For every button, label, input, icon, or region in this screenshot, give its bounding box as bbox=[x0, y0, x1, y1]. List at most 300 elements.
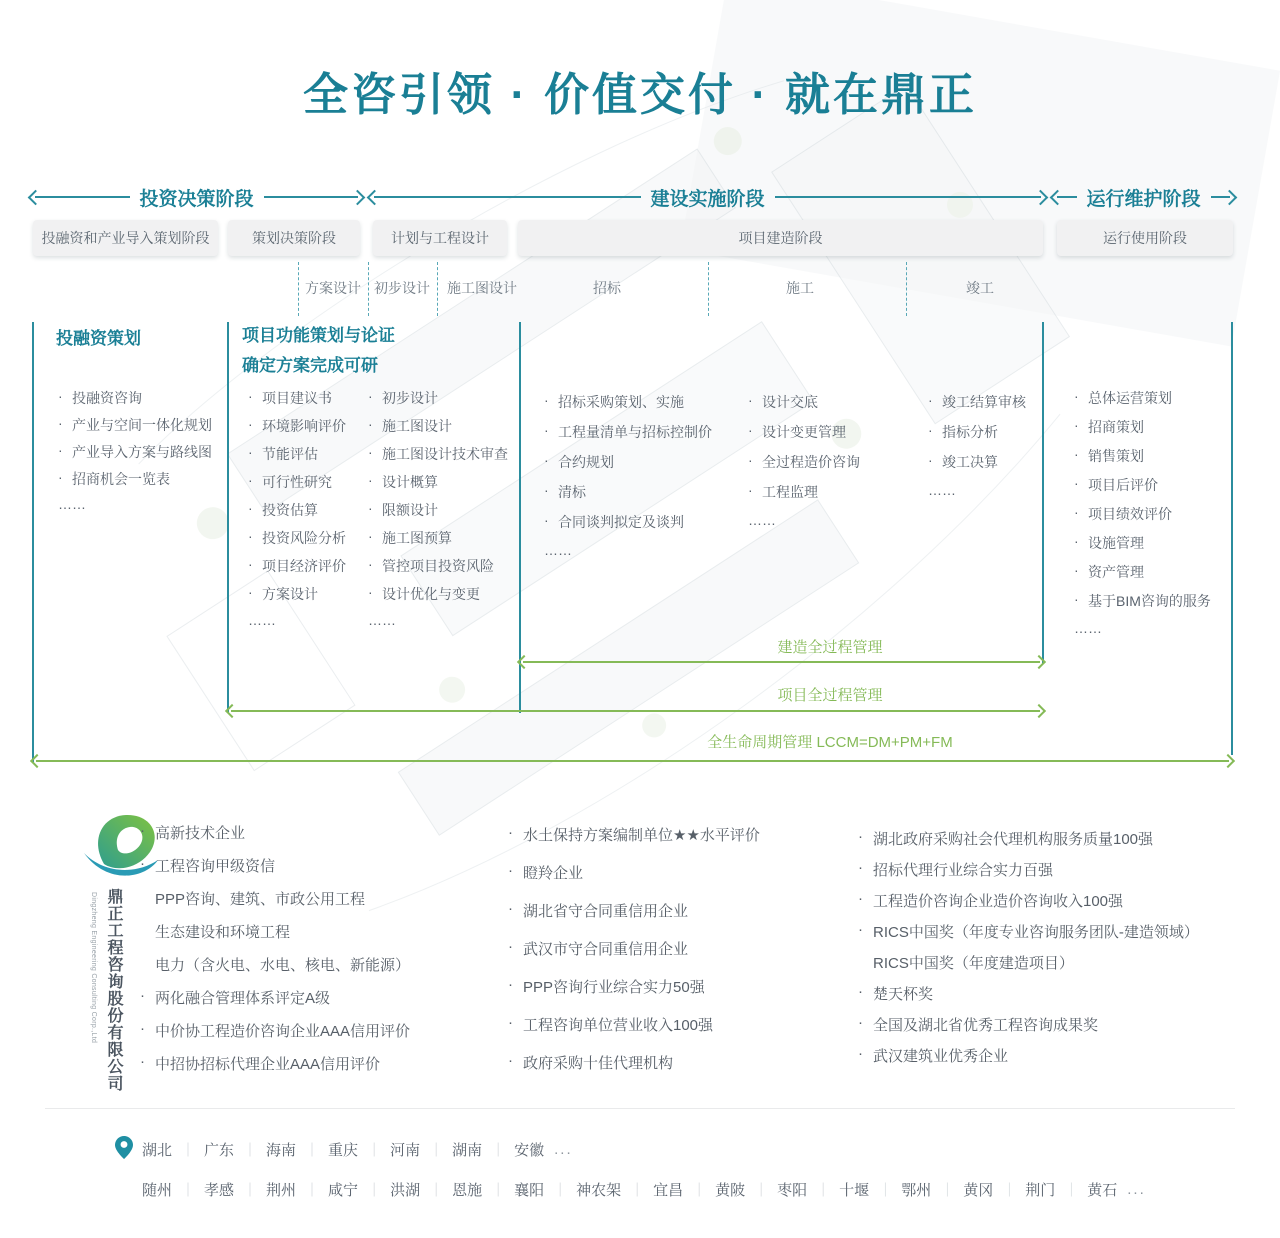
list-item bbox=[544, 422, 712, 452]
service-list-financing bbox=[58, 388, 212, 523]
arrow-left-icon bbox=[367, 189, 383, 205]
list-item-text: 全国及湖北省优秀工程咨询成果奖 bbox=[873, 1017, 1099, 1034]
stage-box: 项目建造阶段 bbox=[518, 220, 1043, 256]
dashed-separator bbox=[906, 262, 907, 316]
list-item bbox=[858, 983, 1199, 1014]
bullet-icon: · bbox=[368, 472, 373, 488]
list-item bbox=[248, 556, 346, 584]
ellipsis: ... bbox=[1127, 1181, 1146, 1198]
separator: ｜ bbox=[243, 1141, 258, 1158]
separator: ｜ bbox=[367, 1141, 382, 1158]
list-item-text: 环境影响评价 bbox=[262, 418, 346, 434]
bullet-icon: · bbox=[544, 482, 549, 498]
bullet-icon: · bbox=[248, 472, 253, 488]
arrow-right-icon bbox=[1222, 189, 1238, 205]
bullet-icon: · bbox=[58, 388, 63, 404]
sub-stage-label: 方案设计 bbox=[305, 280, 361, 296]
column-header bbox=[242, 321, 395, 381]
bullet-icon: · bbox=[748, 392, 753, 408]
bullet-icon: · bbox=[1074, 417, 1079, 433]
separator: ｜ bbox=[692, 1181, 707, 1198]
list-item-text: 政府采购十佳代理机构 bbox=[523, 1055, 674, 1072]
bullet-icon: · bbox=[248, 444, 253, 460]
list-item bbox=[928, 392, 1026, 422]
bullet-icon: · bbox=[140, 855, 145, 872]
list-item bbox=[858, 921, 1199, 952]
list-item-text: 产业与空间一体化规划 bbox=[72, 417, 212, 433]
list-item bbox=[368, 584, 508, 612]
list-item-text: 瞪羚企业 bbox=[523, 865, 584, 882]
bullet-icon: · bbox=[1074, 533, 1079, 549]
separator: ｜ bbox=[305, 1141, 320, 1158]
list-item bbox=[140, 855, 410, 888]
list-item bbox=[748, 512, 860, 542]
list-item bbox=[928, 452, 1026, 482]
sub-stage-label: 施工图设计 bbox=[447, 280, 517, 296]
list-item-text: 招标代理行业综合实力百强 bbox=[873, 862, 1054, 879]
location-name: 随州 bbox=[142, 1182, 173, 1199]
list-item bbox=[508, 976, 760, 1014]
list-item bbox=[928, 482, 1026, 512]
list-item-text: 设计概算 bbox=[382, 474, 438, 490]
bullet-icon: · bbox=[368, 528, 373, 544]
stage-box: 投融资和产业导入策划阶段 bbox=[33, 220, 218, 256]
list-item bbox=[368, 444, 508, 472]
list-item bbox=[1074, 446, 1211, 475]
bullet-icon: · bbox=[858, 859, 863, 876]
list-item-text: 基于BIM咨询的服务 bbox=[1088, 593, 1211, 609]
location-name: 湖南 bbox=[452, 1142, 483, 1159]
bullet-icon: · bbox=[1074, 562, 1079, 578]
service-list-planning-2 bbox=[368, 388, 508, 640]
list-item-text: 工程量清单与招标控制价 bbox=[558, 424, 712, 440]
bullet-icon: · bbox=[858, 983, 863, 1000]
column-divider-line bbox=[32, 322, 34, 762]
bullet-icon: · bbox=[140, 987, 145, 1004]
location-name: 海南 bbox=[266, 1142, 297, 1159]
location-name: 重庆 bbox=[328, 1142, 359, 1159]
list-item-text: 项目经济评价 bbox=[262, 558, 346, 574]
list-item-text: 设计优化与变更 bbox=[382, 586, 480, 602]
location-name: 宜昌 bbox=[653, 1182, 684, 1199]
location-name: 枣阳 bbox=[777, 1182, 808, 1199]
list-item bbox=[140, 1053, 410, 1086]
list-item bbox=[140, 954, 410, 987]
list-item-text: 武汉市守合同重信用企业 bbox=[523, 941, 689, 958]
bullet-icon: · bbox=[140, 1053, 145, 1070]
list-item-text: 可行性研究 bbox=[262, 474, 332, 490]
list-item-text: 两化融合管理体系评定A级 bbox=[155, 990, 331, 1007]
credentials-list-1 bbox=[140, 822, 410, 1086]
bullet-icon: · bbox=[858, 890, 863, 907]
separator: ｜ bbox=[429, 1141, 444, 1158]
list-item bbox=[1074, 562, 1211, 591]
location-name: 咸宁 bbox=[328, 1182, 359, 1199]
arrow-left-icon bbox=[1050, 189, 1066, 205]
bullet-icon: · bbox=[1074, 475, 1079, 491]
bullet-icon: · bbox=[1074, 388, 1079, 404]
location-name: 湖北 bbox=[142, 1142, 173, 1159]
list-item bbox=[858, 1045, 1199, 1076]
list-item bbox=[368, 528, 508, 556]
separator: ｜ bbox=[491, 1181, 506, 1198]
list-item bbox=[858, 859, 1199, 890]
arrow-left-icon bbox=[225, 704, 239, 718]
list-item-text: 设计交底 bbox=[762, 394, 818, 410]
list-item-text: 武汉建筑业优秀企业 bbox=[873, 1048, 1009, 1065]
bullet-icon: · bbox=[928, 452, 933, 468]
list-item bbox=[858, 828, 1199, 859]
ellipsis: ... bbox=[554, 1141, 573, 1158]
list-item-text: 竣工决算 bbox=[942, 454, 998, 470]
stage-box: 计划与工程设计 bbox=[373, 220, 507, 256]
list-item-text: 招标采购策划、实施 bbox=[558, 394, 684, 410]
list-item bbox=[1074, 417, 1211, 446]
list-item bbox=[140, 1020, 410, 1053]
bullet-icon: · bbox=[368, 500, 373, 516]
list-item bbox=[248, 416, 346, 444]
list-item bbox=[58, 442, 212, 469]
stage-box: 策划决策阶段 bbox=[228, 220, 360, 256]
location-name: 荆州 bbox=[266, 1182, 297, 1199]
column-header-line1: 项目功能策划与论证 bbox=[242, 326, 395, 345]
list-item bbox=[508, 824, 760, 862]
bullet-icon: · bbox=[1074, 446, 1079, 462]
list-item-text: 工程造价咨询企业造价咨询收入100强 bbox=[873, 893, 1124, 910]
phase-label: 建设实施阶段 bbox=[650, 188, 765, 210]
list-item-text: 投融资咨询 bbox=[72, 390, 142, 406]
bullet-icon: · bbox=[858, 1014, 863, 1031]
location-name: 安徽 bbox=[514, 1142, 545, 1159]
bullet-icon: · bbox=[248, 500, 253, 516]
separator: ｜ bbox=[754, 1181, 769, 1198]
service-list-bidding bbox=[544, 392, 712, 572]
separator: ｜ bbox=[940, 1181, 955, 1198]
list-item-text: 招商策划 bbox=[1088, 419, 1144, 435]
location-name: 襄阳 bbox=[514, 1182, 545, 1199]
arrow-left-icon bbox=[28, 189, 44, 205]
list-item-text: 工程咨询单位营业收入100强 bbox=[523, 1017, 714, 1034]
sub-stage-label: 招标 bbox=[593, 280, 621, 296]
bullet-icon: · bbox=[58, 469, 63, 485]
column-header: 投融资策划 bbox=[56, 329, 141, 348]
sub-stage-label: 竣工 bbox=[966, 280, 994, 296]
separator: ｜ bbox=[878, 1181, 893, 1198]
location-name: 黄冈 bbox=[963, 1182, 994, 1199]
list-item bbox=[368, 416, 508, 444]
column-header-line2: 确定方案完成可研 bbox=[242, 356, 378, 375]
bullet-icon: · bbox=[368, 388, 373, 404]
bullet-icon: · bbox=[368, 556, 373, 572]
list-item bbox=[1074, 591, 1211, 620]
list-item-text: 工程监理 bbox=[762, 484, 818, 500]
list-item bbox=[508, 938, 760, 976]
list-item bbox=[140, 987, 410, 1020]
list-item bbox=[544, 392, 712, 422]
list-item-text: PPP咨询行业综合实力50强 bbox=[523, 979, 705, 996]
list-item bbox=[544, 512, 712, 542]
list-item bbox=[58, 469, 212, 496]
phase-label: 投资决策阶段 bbox=[139, 188, 254, 210]
location-name: 孝感 bbox=[204, 1182, 235, 1199]
separator: ｜ bbox=[429, 1181, 444, 1198]
bullet-icon: · bbox=[1074, 504, 1079, 520]
credentials-list-3 bbox=[858, 828, 1199, 1076]
column-divider-line bbox=[519, 322, 521, 713]
column-divider-line bbox=[227, 322, 229, 713]
list-item bbox=[508, 1014, 760, 1052]
location-name: 河南 bbox=[390, 1142, 421, 1159]
list-item-text: 中价协工程造价咨询企业AAA信用评价 bbox=[155, 1023, 411, 1040]
list-item bbox=[368, 556, 508, 584]
separator: ｜ bbox=[305, 1181, 320, 1198]
list-item-text: 湖北政府采购社会代理机构服务质量100强 bbox=[873, 831, 1154, 848]
bullet-icon: · bbox=[508, 1052, 513, 1069]
list-item bbox=[748, 452, 860, 482]
list-item bbox=[928, 422, 1026, 452]
bullet-icon: · bbox=[748, 422, 753, 438]
list-item-text: 设计变更管理 bbox=[762, 424, 846, 440]
bullet-icon: · bbox=[368, 416, 373, 432]
list-item-text: 合同谈判拟定及谈判 bbox=[558, 514, 684, 530]
bullet-icon: · bbox=[1074, 591, 1079, 607]
company-name-cn: 鼎正工程咨询股份有限公司 bbox=[105, 888, 122, 1092]
separator: ｜ bbox=[816, 1181, 831, 1198]
service-list-planning-1 bbox=[248, 388, 346, 640]
list-item-text: 水土保持方案编制单位★★水平评价 bbox=[523, 827, 760, 844]
list-item-text: 限额设计 bbox=[382, 502, 438, 518]
list-item-text: 项目建议书 bbox=[262, 390, 332, 406]
location-name: 黄石 bbox=[1087, 1182, 1118, 1199]
list-item bbox=[248, 612, 346, 640]
phase-arrow-construction bbox=[369, 185, 1046, 209]
sub-stage-label: 施工 bbox=[786, 280, 814, 296]
stage-box: 运行使用阶段 bbox=[1057, 220, 1233, 256]
bullet-icon: · bbox=[508, 1014, 513, 1031]
city-list bbox=[142, 1179, 1146, 1200]
list-item bbox=[58, 388, 212, 415]
dashed-separator bbox=[708, 262, 709, 316]
bullet-icon: · bbox=[858, 1045, 863, 1062]
location-name: 黄陂 bbox=[715, 1182, 746, 1199]
list-item bbox=[858, 1014, 1199, 1045]
bullet-icon: · bbox=[748, 452, 753, 468]
separator: ｜ bbox=[367, 1181, 382, 1198]
list-item bbox=[368, 500, 508, 528]
separator: ｜ bbox=[491, 1141, 506, 1158]
bullet-icon: · bbox=[58, 442, 63, 458]
location-name: 荆门 bbox=[1025, 1182, 1056, 1199]
bullet-icon: · bbox=[544, 392, 549, 408]
list-item bbox=[140, 888, 410, 921]
location-name: 恩施 bbox=[452, 1182, 483, 1199]
list-item-text: 全过程造价咨询 bbox=[762, 454, 860, 470]
phase-arrow-operation bbox=[1052, 185, 1235, 209]
list-item-text: 初步设计 bbox=[382, 390, 438, 406]
list-item bbox=[508, 1052, 760, 1090]
bullet-icon: · bbox=[140, 822, 145, 839]
page-title: 全咨引领 · 价值交付 · 就在鼎正 bbox=[303, 69, 977, 120]
management-span-arrow bbox=[227, 705, 1044, 717]
bullet-icon: · bbox=[248, 528, 253, 544]
list-item-text: 竣工结算审核 bbox=[942, 394, 1026, 410]
list-item-text: 指标分析 bbox=[942, 424, 998, 440]
management-span-label: 建造全过程管理 bbox=[777, 639, 883, 656]
list-item bbox=[1074, 475, 1211, 504]
location-name: 洪湖 bbox=[390, 1182, 421, 1199]
arrow-right-icon bbox=[1221, 754, 1235, 768]
list-item-text: 投资估算 bbox=[262, 502, 318, 518]
service-list-operation bbox=[1074, 388, 1211, 649]
service-list-construction bbox=[748, 392, 860, 542]
list-item-text: RICS中国奖（年度建造项目） bbox=[873, 955, 1074, 972]
list-item-text: 高新技术企业 bbox=[155, 825, 246, 842]
list-item-text: 工程咨询甲级资信 bbox=[155, 858, 276, 875]
list-item bbox=[248, 500, 346, 528]
bullet-icon: · bbox=[544, 422, 549, 438]
list-item bbox=[544, 452, 712, 482]
list-item-text: …… bbox=[544, 542, 572, 558]
phase-arrow-investment bbox=[30, 185, 363, 209]
arrow-right-icon bbox=[1033, 189, 1049, 205]
list-item bbox=[748, 392, 860, 422]
list-item bbox=[140, 822, 410, 855]
list-item-text: 项目后评价 bbox=[1088, 477, 1158, 493]
bullet-icon: · bbox=[928, 392, 933, 408]
list-item bbox=[58, 496, 212, 523]
separator: ｜ bbox=[630, 1181, 645, 1198]
list-item bbox=[748, 422, 860, 452]
management-span-arrow bbox=[32, 755, 1233, 767]
list-item-text: …… bbox=[928, 482, 956, 498]
list-item bbox=[858, 890, 1199, 921]
location-name: 鄂州 bbox=[901, 1182, 932, 1199]
list-item-text: 产业导入方案与路线图 bbox=[72, 444, 212, 460]
list-item-text: 中招协招标代理企业AAA信用评价 bbox=[155, 1056, 381, 1073]
arrow-left-icon bbox=[517, 655, 531, 669]
bullet-icon: · bbox=[544, 452, 549, 468]
bullet-icon: · bbox=[508, 938, 513, 955]
list-item-text: 投资风险分析 bbox=[262, 530, 346, 546]
list-item bbox=[508, 862, 760, 900]
arrow-right-icon bbox=[1032, 655, 1046, 669]
list-item-text: 总体运营策划 bbox=[1088, 390, 1172, 406]
bullet-icon: · bbox=[368, 584, 373, 600]
bullet-icon: · bbox=[248, 584, 253, 600]
list-item bbox=[544, 542, 712, 572]
list-item bbox=[1074, 388, 1211, 417]
list-item-text: 节能评估 bbox=[262, 446, 318, 462]
arrow-right-icon bbox=[350, 189, 366, 205]
bullet-icon: · bbox=[508, 862, 513, 879]
list-item-text: 销售策划 bbox=[1088, 448, 1144, 464]
location-name: 广东 bbox=[204, 1142, 235, 1159]
arrow-left-icon bbox=[30, 754, 44, 768]
list-item-text: 湖北省守合同重信用企业 bbox=[523, 903, 689, 920]
list-item bbox=[1074, 533, 1211, 562]
bullet-icon: · bbox=[508, 900, 513, 917]
bullet-icon: · bbox=[544, 512, 549, 528]
list-item-text: 资产管理 bbox=[1088, 564, 1144, 580]
list-item-text: 合约规划 bbox=[558, 454, 614, 470]
list-item-text: RICS中国奖（年度专业咨询服务团队-建造领域） bbox=[873, 924, 1199, 941]
list-item-text: 项目绩效评价 bbox=[1088, 506, 1172, 522]
list-item-text: …… bbox=[1074, 620, 1102, 636]
list-item bbox=[748, 482, 860, 512]
list-item-text: …… bbox=[248, 612, 276, 628]
province-list bbox=[142, 1139, 573, 1160]
bullet-icon: · bbox=[58, 415, 63, 431]
list-item-text: 方案设计 bbox=[262, 586, 318, 602]
list-item-text: 清标 bbox=[558, 484, 586, 500]
list-item-text: 楚天杯奖 bbox=[873, 986, 934, 1003]
list-item-text: 施工图预算 bbox=[382, 530, 452, 546]
bullet-icon: · bbox=[508, 824, 513, 841]
list-item bbox=[368, 388, 508, 416]
bullet-icon: · bbox=[928, 422, 933, 438]
bullet-icon: · bbox=[748, 482, 753, 498]
phase-label: 运行维护阶段 bbox=[1086, 188, 1201, 210]
list-item bbox=[248, 472, 346, 500]
bullet-icon: · bbox=[368, 444, 373, 460]
list-item bbox=[508, 900, 760, 938]
credentials-list-2 bbox=[508, 824, 760, 1090]
service-list-completion bbox=[928, 392, 1026, 512]
management-span-label: 全生命周期管理 LCCM=DM+PM+FM bbox=[707, 734, 953, 751]
separator: ｜ bbox=[243, 1181, 258, 1198]
arrow-right-icon bbox=[1032, 704, 1046, 718]
separator: ｜ bbox=[1064, 1181, 1079, 1198]
bullet-icon: · bbox=[858, 828, 863, 845]
separator: ｜ bbox=[181, 1141, 196, 1158]
bullet-icon: · bbox=[508, 976, 513, 993]
separator: ｜ bbox=[1002, 1181, 1017, 1198]
bullet-icon: · bbox=[858, 921, 863, 938]
list-item bbox=[248, 444, 346, 472]
list-item bbox=[858, 952, 1199, 983]
list-item bbox=[368, 472, 508, 500]
list-item bbox=[248, 584, 346, 612]
sub-stage-label: 初步设计 bbox=[374, 280, 430, 296]
bullet-icon: · bbox=[140, 1020, 145, 1037]
list-item bbox=[140, 921, 410, 954]
list-item-text: 生态建设和环境工程 bbox=[155, 924, 291, 941]
divider-line bbox=[45, 1108, 1235, 1109]
list-item bbox=[544, 482, 712, 512]
list-item-text: 设施管理 bbox=[1088, 535, 1144, 551]
company-name-en: Dingzheng Engineering Consulting Corp.,Ltd bbox=[90, 892, 97, 1044]
list-item-text: 施工图设计 bbox=[382, 418, 452, 434]
column-divider-line bbox=[1231, 322, 1233, 755]
location-name: 十堰 bbox=[839, 1182, 870, 1199]
location-pin-icon bbox=[115, 1136, 133, 1160]
list-item bbox=[1074, 620, 1211, 649]
list-item bbox=[248, 528, 346, 556]
list-item-text: 电力（含火电、水电、核电、新能源） bbox=[155, 957, 411, 974]
list-item bbox=[1074, 504, 1211, 533]
list-item bbox=[58, 415, 212, 442]
separator: ｜ bbox=[553, 1181, 568, 1198]
list-item-text: …… bbox=[58, 496, 86, 512]
bullet-icon: · bbox=[248, 416, 253, 432]
management-span-arrow bbox=[519, 656, 1044, 668]
bullet-icon: · bbox=[248, 556, 253, 572]
list-item-text: 管控项目投资风险 bbox=[382, 558, 494, 574]
separator: ｜ bbox=[181, 1181, 196, 1198]
location-name: 神农架 bbox=[576, 1182, 622, 1199]
column-divider-line bbox=[1042, 322, 1044, 664]
list-item-text: 招商机会一览表 bbox=[72, 471, 170, 487]
